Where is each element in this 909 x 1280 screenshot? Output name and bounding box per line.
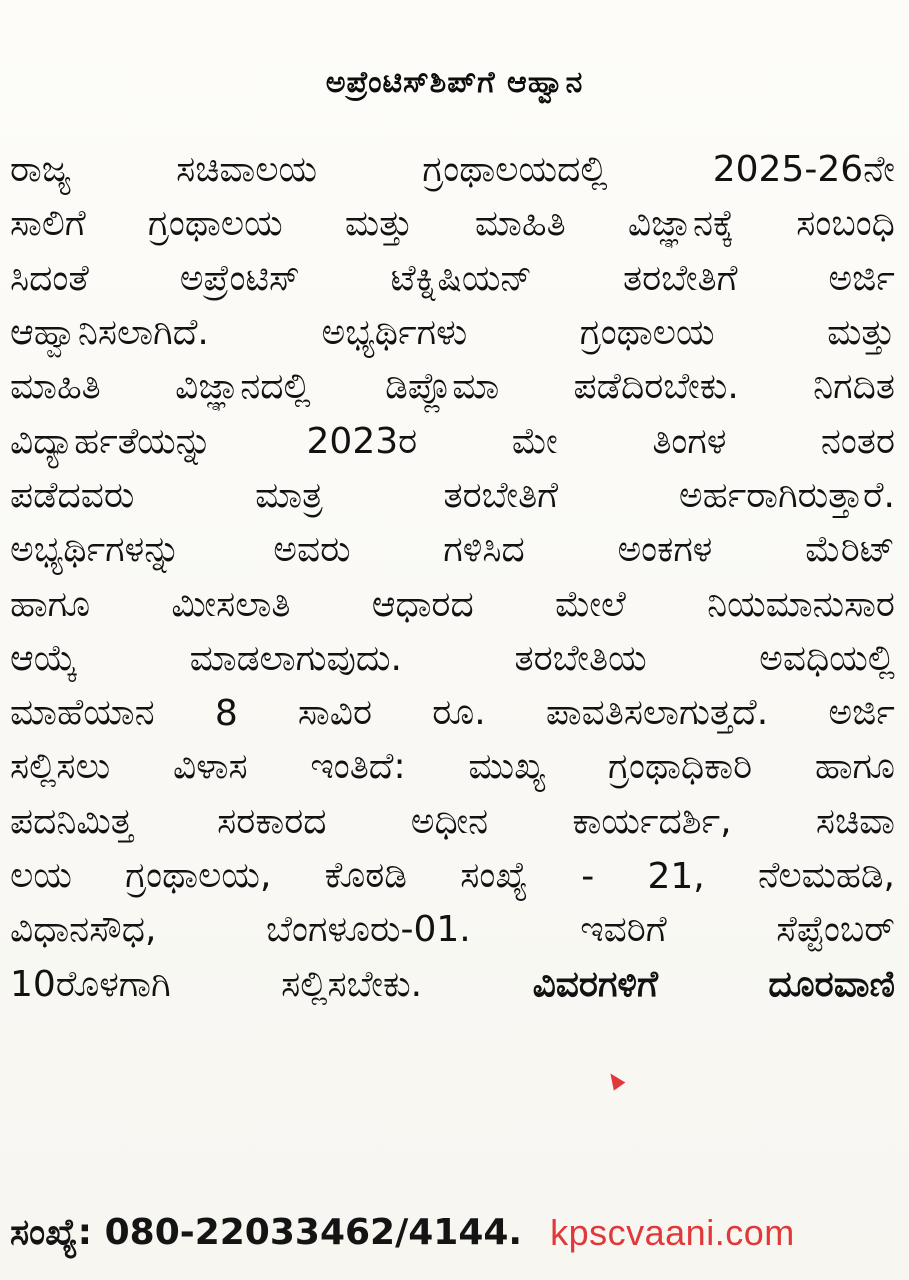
article-word: ಮೀಸಲಾತಿ: [171, 583, 291, 625]
headline: ಅಪ್ರೆಂಟಿಸ್‌ಶಿಪ್‌ಗೆ ಆಹ್ವಾನ: [325, 65, 584, 100]
article-word: ಸಚಿವಾ: [815, 800, 895, 842]
article-word: ಇವರಿಗೆ: [580, 909, 667, 951]
article-word: ಅರ್ಜಿ: [828, 257, 895, 299]
article-word: ಬೆಂಗಳೂರು-01.: [266, 909, 471, 951]
article-line: [10, 740, 895, 794]
article-word: ತಿಂಗಳ: [652, 420, 727, 462]
article-line: [10, 686, 895, 740]
article-word: ವಿವರಗಳಿಗೆ: [532, 963, 658, 1005]
article-word: ಗ್ರಂಥಾಲಯ: [147, 203, 283, 245]
article-word: ತರಬೇತಿಯ: [514, 637, 647, 679]
article-word: ಗ್ರಂಥಾಲಯದಲ್ಲಿ: [422, 149, 608, 191]
article-line: [10, 360, 895, 414]
article-line: [10, 469, 895, 523]
article-word: ಸಂಬಂಧಿ: [796, 203, 895, 245]
article-word: ಸಿದಂತೆ: [10, 257, 89, 299]
article-word: ಸಲ್ಲಿಸಬೇಕು.: [281, 963, 423, 1005]
article-word: ಮಾಹೆಯಾನ: [10, 692, 155, 734]
article-word: ಮುಖ್ಯ: [468, 746, 546, 788]
article-word: ವಿಜ್ಞಾನದಲ್ಲಿ: [175, 366, 311, 408]
article-word: ಸಲ್ಲಿಸಲು: [10, 746, 111, 788]
article-word: ಕೊಠಡಿ: [324, 855, 407, 896]
article-word: ಅಂಕಗಳ: [617, 529, 713, 571]
article-word: ಅರ್ಹರಾಗಿರುತ್ತಾರೆ.: [678, 474, 895, 516]
article-word: ಮೇ: [511, 420, 558, 462]
article-word: 2023ರ: [306, 420, 418, 462]
article-word: ದೂರವಾಣಿ: [768, 963, 895, 1005]
article-word: 21,: [647, 855, 705, 897]
article-line: [10, 414, 895, 468]
article-word: ಅಪ್ರೆಂಟಿಸ್: [179, 257, 300, 299]
article-line: [10, 632, 895, 686]
article-word: ಲಯ: [10, 855, 72, 896]
article-word: ನಿಯಮಾನುಸಾರ: [707, 583, 895, 625]
article-word: ಅರ್ಜಿ: [828, 692, 895, 734]
article-line: [10, 197, 895, 251]
article-word: ಡಿಪ್ಲೊಮಾ: [385, 366, 500, 408]
article-word: ನೆಲಮಹಡಿ,: [758, 855, 895, 896]
article-line: [10, 903, 895, 957]
article-word: ತರಬೇತಿಗೆ: [443, 474, 559, 516]
contact-number: ಸಂಖ್ಯೆ: 080-22033462/4144.: [10, 1212, 523, 1253]
article-line: [10, 957, 895, 1011]
article-word: -: [581, 855, 595, 897]
article-word: ಸಾವಿರ: [297, 692, 372, 734]
article-word: ಟೆಕ್ನಿಷಿಯನ್: [390, 257, 533, 299]
article-word: ಸಾಲಿಗೆ: [10, 203, 86, 245]
article-word: ಮಾಡಲಾಗುವುದು.: [189, 637, 402, 679]
watermark-link[interactable]: kpscvaani.com: [550, 1212, 795, 1253]
article-word: ಪಡೆದವರು: [10, 474, 135, 516]
article-word: ಪಾವತಿಸಲಾಗುತ್ತದೆ.: [545, 692, 769, 734]
article-word: ಸರಕಾರದ: [217, 800, 327, 842]
article-word: ಹಾಗೂ: [10, 583, 91, 625]
article-word: 2025-26ನೇ: [712, 149, 895, 191]
article-word: ಮತ್ತು: [827, 312, 895, 354]
article-word: ಮಾತ್ರ: [255, 474, 323, 516]
article-word: ನಿಗದಿತ: [813, 366, 895, 408]
article-word: ಪಡೆದಿರಬೇಕು.: [573, 366, 739, 408]
article-line: [10, 849, 895, 903]
article-word: ರಾಜ್ಯ: [10, 149, 71, 191]
article-word: ನಂತರ: [820, 420, 895, 462]
article-word: ಮಾಹಿತಿ: [474, 203, 566, 245]
article-word: 10ರೊಳಗಾಗಿ: [10, 963, 171, 1005]
article-word: ಅಭ್ಯರ್ಥಿಗಳನ್ನು: [10, 529, 181, 571]
article-word: ಸಂಖ್ಯೆ: [460, 855, 528, 896]
article-line: [10, 306, 895, 360]
article-word: ಮತ್ತು: [344, 203, 413, 245]
article-word: ಆಧಾರದ: [371, 583, 474, 625]
article-word: ಮೇಲೆ: [555, 583, 626, 625]
article-word: ತರಬೇತಿಗೆ: [622, 257, 738, 299]
article-line: [10, 523, 895, 577]
article-word: ವಿದ್ಯಾರ್ಹತೆಯನ್ನು: [10, 420, 212, 462]
article-word: ಹಾಗೂ: [814, 746, 895, 788]
article-word: ಗ್ರಂಥಾಧಿಕಾರಿ: [608, 746, 753, 788]
article-word: ಮಾಹಿತಿ: [10, 366, 101, 408]
article-word: ಅಧೀನ: [410, 800, 489, 842]
article-word: ಮೆರಿಟ್: [805, 529, 895, 571]
article-line: [10, 577, 895, 631]
article-word: ಆಯ್ಕೆ: [10, 637, 78, 679]
article-word: ಇಂತಿದೆ:: [310, 746, 406, 788]
article-word: ಆಹ್ವಾನಿಸಲಾಗಿದೆ.: [10, 312, 209, 354]
article-word: ಅಭ್ಯರ್ಥಿಗಳು: [321, 312, 468, 354]
article-word: ರೂ.: [432, 692, 486, 734]
article-word: ಸೆಪ್ಟೆಂಬರ್: [776, 909, 895, 951]
article-word: ಸಚಿವಾಲಯ: [176, 149, 318, 191]
article-word: ಗ್ರಂಥಾಲಯ: [579, 312, 715, 354]
article-line: [10, 795, 895, 849]
article-word: ಗ್ರಂಥಾಲಯ,: [125, 855, 272, 896]
article-word: ಗಳಿಸಿದ: [443, 529, 525, 571]
article-word: ಕಾರ್ಯದರ್ಶಿ,: [572, 800, 732, 842]
article-body: [10, 143, 895, 1012]
red-cursor-mark: [605, 1069, 626, 1090]
article-line: [10, 143, 895, 197]
article-word: ವಿಧಾನಸೌಧ,: [10, 909, 157, 951]
article-word: ಪದನಿಮಿತ್ತ: [10, 800, 133, 842]
article-word: ಅವಧಿಯಲ್ಲಿ: [759, 637, 895, 679]
article-word: ವಿಳಾಸ: [173, 746, 248, 788]
article-word: ವಿಜ್ಞಾನಕ್ಕೆ: [627, 203, 735, 245]
article-line: [10, 252, 895, 306]
article-last-line: [10, 1208, 895, 1258]
article-word: 8: [214, 692, 238, 734]
article-word: ಅವರು: [273, 529, 351, 571]
